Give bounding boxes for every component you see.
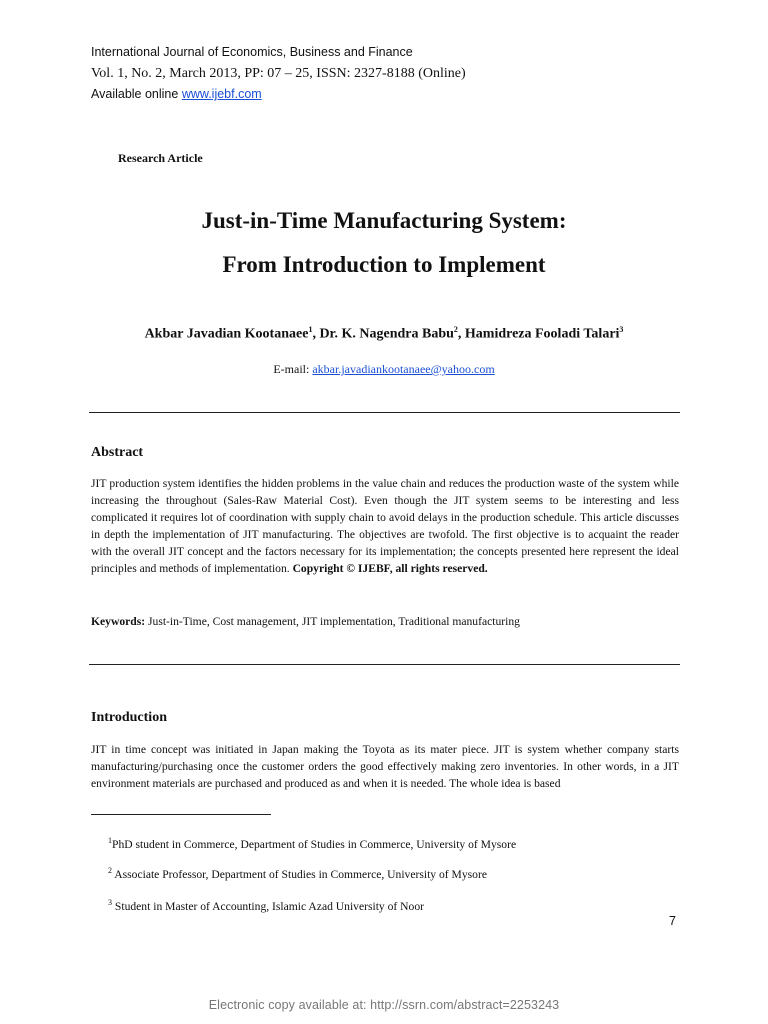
footnote-text: Student in Master of Accounting, Islamic Azad University of Noor: [112, 899, 425, 913]
abstract-copyright: Copyright © IJEBF, all rights reserved.: [292, 562, 488, 575]
ssrn-watermark: Electronic copy available at: http://ssrn.com/abstract=2253243: [208, 998, 560, 1012]
abstract-body: [91, 475, 679, 577]
abstract-text: JIT production system identifies the hidden problems in the value chain and reduces the production waste of the system while increasing the throughout (Sales-Raw Material Cost). Even though the JIT system seems to be interesting and less complicated it requires lot of coordination with supply chain to avoid delays in the production schedule. This article discusses in depth the implementation of JIT manufacturing. The objectives are twofold. The first objective is to acquaint the reader with the overall JIT concept and the factors necessary for its implementation; the concepts presented here represent the ideal principles and methods of implementation.: [91, 477, 679, 575]
volume-info: Vol. 1, No. 2, March 2013, PP: 07 – 25, ISSN: 2327-8188 (Online): [91, 66, 466, 81]
available-online-label: Available online: [91, 87, 182, 101]
bottom-divider: [89, 664, 680, 665]
footnote: [108, 898, 424, 913]
email-link[interactable]: akbar.javadiankootanaee@yahoo.com: [312, 362, 495, 376]
author-list: [0, 325, 768, 343]
author-separator: ,: [457, 326, 465, 342]
abstract-heading: Abstract: [91, 445, 144, 460]
paper-title-line2: From Introduction to Implement: [222, 252, 546, 277]
footnote: [108, 836, 516, 851]
journal-website-link[interactable]: www.ijebf.com: [181, 87, 262, 101]
introduction-heading: Introduction: [91, 710, 167, 725]
author-name: Akbar Javadian Kootanaee: [144, 326, 309, 342]
footnote-text: Associate Professor, Department of Studies in Commerce, University of Mysore: [112, 867, 487, 881]
top-divider: [89, 412, 680, 413]
article-type: Research Article: [118, 151, 203, 165]
email-label: E-mail:: [273, 362, 313, 376]
footnote-rule: [91, 814, 271, 815]
author-footnote-mark: 2: [453, 325, 458, 334]
footnote: [108, 866, 487, 881]
introduction-body: JIT in time concept was initiated in Japan making the Toyota as its mater piece. JIT is system whether company starts manufacturing/purchasing once the customer orders the good effectively making zero inventories. In other words, in a JIT environment materials are purchased and produced as and when it is needed. The whole idea is based: [91, 743, 679, 790]
contact-email: [0, 362, 768, 377]
footnote-text: PhD student in Commerce, Department of Studies in Commerce, University of Mysore: [112, 837, 517, 851]
author-separator: ,: [312, 326, 320, 342]
page-number: 7: [669, 914, 676, 928]
author-name: Hamidreza Fooladi Talari: [464, 326, 620, 342]
keywords-text: Just-in-Time, Cost management, JIT implementation, Traditional manufacturing: [145, 615, 520, 628]
footnote-mark: 1: [108, 836, 112, 845]
footnote-mark: 3: [108, 898, 112, 907]
available-online: [91, 87, 262, 101]
keywords-label: Keywords:: [91, 615, 146, 628]
keywords: [91, 615, 520, 628]
author-footnote-mark: 3: [619, 325, 624, 334]
journal-name: International Journal of Economics, Business and Finance: [91, 45, 413, 59]
footnote-mark: 2: [108, 866, 112, 875]
author-footnote-mark: 1: [308, 325, 313, 334]
author-name: Dr. K. Nagendra Babu: [319, 326, 454, 342]
paper-title-line1: Just-in-Time Manufacturing System:: [201, 208, 567, 233]
